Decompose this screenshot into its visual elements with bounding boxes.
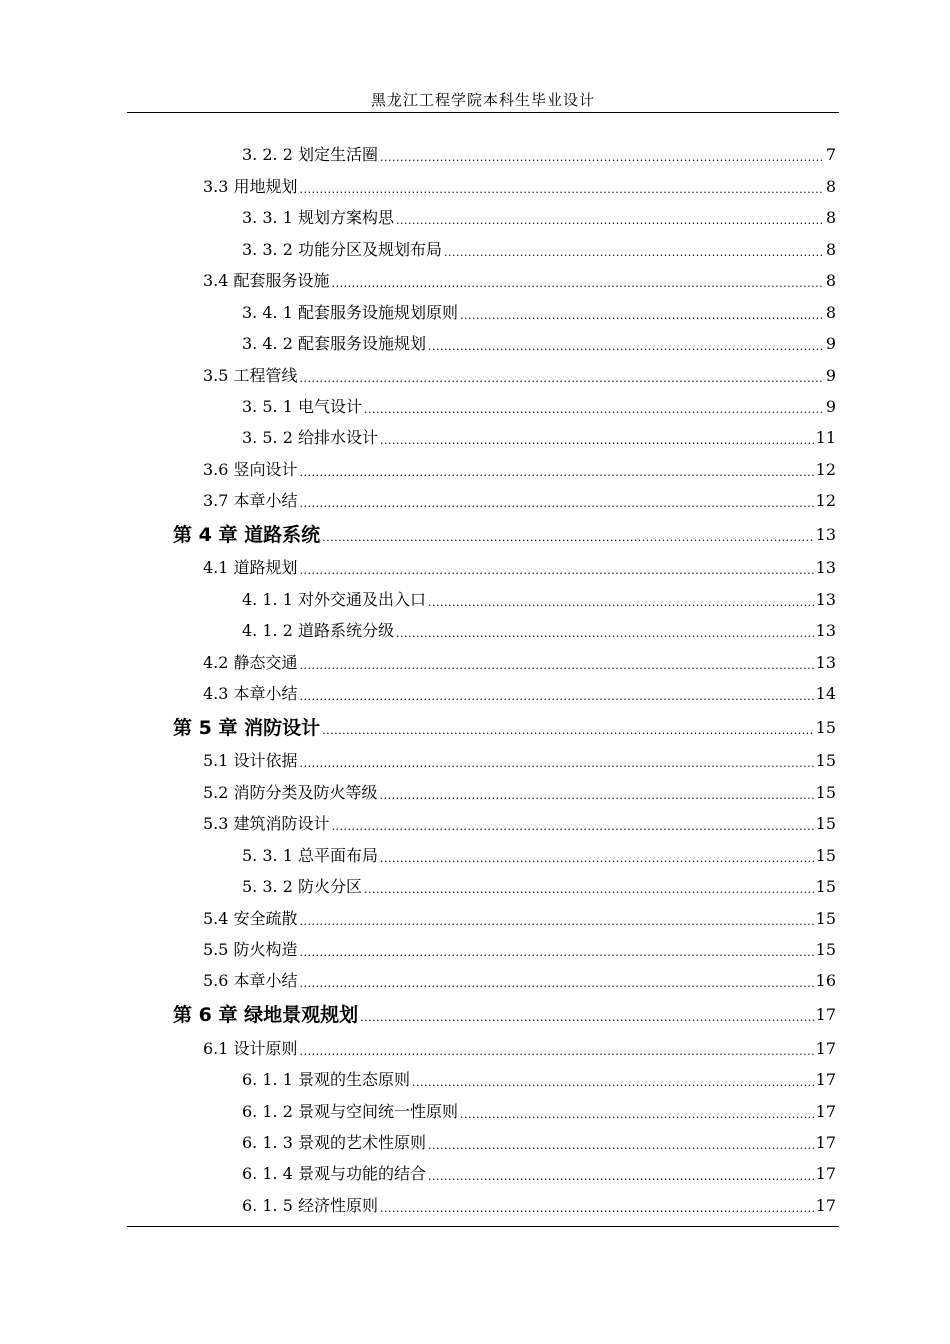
toc-entry-label: 5.1 设计依据 (203, 751, 298, 770)
toc-entry-label: 3. 5. 2 给排水设计 (242, 428, 378, 447)
toc-entry-label: 6. 1. 3 景观的艺术性原则 (242, 1133, 426, 1152)
toc-entry-5-6[interactable] (203, 969, 836, 991)
dot-leader (300, 563, 814, 578)
toc-entry-page: 15 (815, 909, 836, 928)
toc-entry-3-3[interactable] (203, 175, 836, 197)
toc-entry-3-4[interactable] (203, 269, 836, 291)
toc-entry-label: 3.5 工程管线 (203, 366, 298, 385)
toc-entry-label: 3. 4. 1 配套服务设施规划原则 (242, 303, 458, 322)
dot-leader (300, 945, 814, 960)
toc-entry-label: 4. 1. 1 对外交通及出入口 (242, 590, 426, 609)
toc-entry-label: 6. 1. 4 景观与功能的结合 (242, 1164, 426, 1183)
toc-entry-3-4-1[interactable] (242, 301, 836, 323)
dot-leader (300, 1044, 814, 1059)
toc-entry-label: 3. 3. 2 功能分区及规划布局 (242, 240, 442, 259)
toc-entry-3-2-2[interactable] (242, 143, 836, 165)
toc-entry-6-1-3[interactable] (242, 1131, 836, 1153)
toc-entry-page: 15 (815, 814, 836, 833)
toc-entry-label: 5.6 本章小结 (203, 971, 298, 990)
dot-leader (300, 658, 814, 673)
dot-leader (380, 851, 814, 866)
toc-chapter-5[interactable] (173, 716, 836, 738)
toc-chapter-6[interactable] (173, 1003, 836, 1025)
dot-leader (380, 1201, 814, 1216)
dot-leader (300, 496, 814, 511)
toc-entry-3-5-1[interactable] (242, 395, 836, 417)
toc-entry-label: 3.6 竖向设计 (203, 460, 298, 479)
dot-leader (300, 182, 824, 197)
toc-entry-page: 15 (815, 751, 836, 770)
toc-entry-page: 9 (825, 366, 836, 385)
dot-leader (322, 530, 814, 545)
toc-entry-page: 12 (815, 491, 836, 510)
toc-chapter-label: 第 6 章 绿地景观规划 (173, 1004, 359, 1026)
toc-entry-5-3[interactable] (203, 812, 836, 834)
dot-leader (412, 1075, 814, 1090)
toc-entry-label: 5.2 消防分类及防火等级 (203, 783, 378, 802)
dot-leader (300, 465, 814, 480)
toc-entry-label: 5. 3. 1 总平面布局 (242, 846, 378, 865)
toc-entry-label: 3. 5. 1 电气设计 (242, 397, 362, 416)
toc-entry-page: 8 (825, 271, 836, 290)
toc-entry-page: 13 (815, 621, 836, 640)
toc-entry-6-1-1[interactable] (242, 1068, 836, 1090)
dot-leader (428, 339, 824, 354)
dot-leader (300, 976, 814, 991)
toc-entry-3-5-2[interactable] (242, 426, 836, 448)
toc-entry-page: 15 (815, 783, 836, 802)
dot-leader (380, 150, 824, 165)
toc-entry-4-2[interactable] (203, 651, 836, 673)
toc-entry-page: 9 (825, 397, 836, 416)
dot-leader (460, 308, 824, 323)
dot-leader (322, 723, 814, 738)
toc-entry-page: 13 (815, 590, 836, 609)
toc-entry-4-3[interactable] (203, 682, 836, 704)
toc-entry-3-6[interactable] (203, 458, 836, 480)
dot-leader (364, 402, 824, 417)
toc-entry-page: 15 (815, 940, 836, 959)
toc-entry-page: 13 (815, 558, 836, 577)
toc-entry-6-1-5[interactable] (242, 1194, 836, 1216)
toc-entry-label: 4.2 静态交通 (203, 653, 298, 672)
toc-entry-page: 8 (825, 240, 836, 259)
toc-entry-label: 5.5 防火构造 (203, 940, 298, 959)
toc-entry-page: 14 (815, 684, 836, 703)
toc-entry-5-3-2[interactable] (242, 875, 836, 897)
dot-leader (460, 1107, 814, 1122)
toc-entry-5-1[interactable] (203, 749, 836, 771)
dot-leader (300, 371, 824, 386)
toc-entry-page: 15 (815, 877, 836, 896)
toc-entry-5-3-1[interactable] (242, 844, 836, 866)
toc-chapter-4[interactable] (173, 523, 836, 545)
toc-entry-page: 15 (815, 718, 836, 737)
toc-entry-5-4[interactable] (203, 907, 836, 929)
toc-entry-page: 13 (815, 525, 836, 544)
dot-leader (332, 819, 814, 834)
dot-leader (300, 756, 814, 771)
toc-entry-6-1-4[interactable] (242, 1162, 836, 1184)
toc-entry-page: 17 (815, 1005, 836, 1024)
dot-leader (428, 595, 814, 610)
dot-leader (380, 788, 814, 803)
toc-entry-page: 17 (815, 1070, 836, 1089)
toc-entry-page: 13 (815, 653, 836, 672)
toc-entry-6-1-2[interactable] (242, 1100, 836, 1122)
toc-entry-page: 17 (815, 1164, 836, 1183)
toc-entry-4-1-2[interactable] (242, 619, 836, 641)
toc-entry-label: 3.3 用地规划 (203, 177, 298, 196)
toc-entry-4-1-1[interactable] (242, 588, 836, 610)
toc-entry-page: 15 (815, 846, 836, 865)
dot-leader (396, 213, 824, 228)
toc-entry-label: 6.1 设计原则 (203, 1039, 298, 1058)
dot-leader (428, 1138, 814, 1153)
toc-entry-page: 17 (815, 1133, 836, 1152)
dot-leader (332, 276, 824, 291)
toc-entry-label: 6. 1. 2 景观与空间统一性原则 (242, 1102, 458, 1121)
dot-leader (444, 245, 824, 260)
toc-entry-page: 7 (825, 145, 836, 164)
toc-entry-5-2[interactable] (203, 781, 836, 803)
toc-entry-label: 4.1 道路规划 (203, 558, 298, 577)
toc-entry-page: 17 (815, 1039, 836, 1058)
toc-entry-label: 5.3 建筑消防设计 (203, 814, 330, 833)
toc-entry-page: 9 (825, 334, 836, 353)
toc-chapter-label: 第 5 章 消防设计 (173, 717, 321, 739)
toc-entry-page: 8 (825, 177, 836, 196)
dot-leader (300, 914, 814, 929)
toc-entry-label: 5. 3. 2 防火分区 (242, 877, 362, 896)
dot-leader (380, 433, 814, 448)
toc-entry-label: 3.7 本章小结 (203, 491, 298, 510)
toc-entry-3-3-1[interactable] (242, 206, 836, 228)
toc-entry-3-7[interactable] (203, 489, 836, 511)
dot-leader (360, 1010, 814, 1025)
dot-leader (428, 1169, 814, 1184)
page-header: 黑龙江工程学院本科生毕业设计 (127, 88, 839, 113)
toc-entry-label: 3. 2. 2 划定生活圈 (242, 145, 378, 164)
toc-entry-page: 8 (825, 303, 836, 322)
toc-entry-3-4-2[interactable] (242, 332, 836, 354)
dot-leader (364, 882, 814, 897)
dot-leader (396, 626, 814, 641)
toc-entry-label: 3. 3. 1 规划方案构思 (242, 208, 394, 227)
toc-entry-label: 3.4 配套服务设施 (203, 271, 330, 290)
toc-entry-label: 5.4 安全疏散 (203, 909, 298, 928)
toc-entry-6-1[interactable] (203, 1037, 836, 1059)
toc-entry-label: 6. 1. 1 景观的生态原则 (242, 1070, 410, 1089)
toc-entry-page: 16 (815, 971, 836, 990)
toc-entry-4-1[interactable] (203, 556, 836, 578)
footer-rule (127, 1226, 839, 1227)
dot-leader (300, 689, 814, 704)
toc-entry-page: 12 (815, 460, 836, 479)
toc-entry-page: 11 (815, 428, 836, 447)
toc-entry-page: 17 (815, 1196, 836, 1215)
toc-entry-page: 17 (815, 1102, 836, 1121)
toc-entry-label: 6. 1. 5 经济性原则 (242, 1196, 378, 1215)
toc-entry-label: 4.3 本章小结 (203, 684, 298, 703)
toc-entry-3-5[interactable] (203, 364, 836, 386)
toc-entry-page: 8 (825, 208, 836, 227)
toc-entry-label: 4. 1. 2 道路系统分级 (242, 621, 394, 640)
toc-entry-5-5[interactable] (203, 938, 836, 960)
toc-entry-label: 3. 4. 2 配套服务设施规划 (242, 334, 426, 353)
toc-entry-3-3-2[interactable] (242, 238, 836, 260)
toc-chapter-label: 第 4 章 道路系统 (173, 524, 321, 546)
